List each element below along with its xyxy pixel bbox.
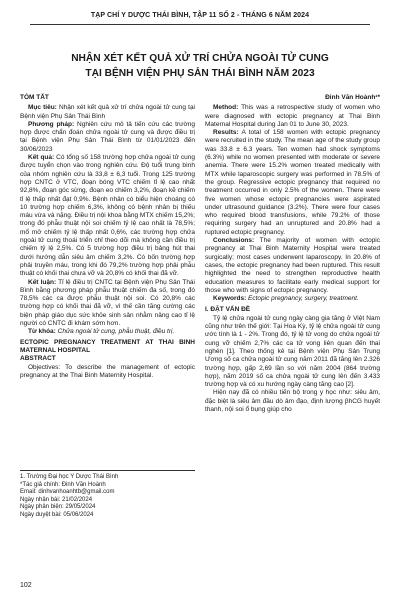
method-label: Phương pháp:	[28, 120, 75, 128]
keywords-text: Chửa ngoài tử cung, phẫu thuật, điều trị.	[55, 328, 175, 336]
conclusions-en-text: The majority of women with ectopic pregnancy at Thai Binh Maternity Hospital were treated surgically; most cases underwent laparoscopy. In 20.8% of cases, the ectopic pregnancy had been ruptured. This result highlighted the need to strengthen reproductive health education measures to facilitate early medical support for those who with signs of ectopic pregnancy.	[205, 237, 380, 294]
results-en-paragraph	[205, 129, 380, 237]
english-title: ECTOPIC PREGNANCY TREATMENT AT THAI BINH MATERNAL HOSPITAL	[20, 338, 195, 354]
results-en-label: Results:	[213, 129, 239, 137]
keywords-en-paragraph	[205, 295, 380, 303]
results-label: Kết quả:	[28, 154, 55, 162]
section-heading: I. ĐẶT VẤN ĐỀ	[205, 306, 251, 314]
conclusion-paragraph	[20, 279, 195, 329]
method-en-text: This was a retrospective study of women who were diagnosed with ectopic pregnancy at Thai Binh Maternal Hospital during Jan 01 to June 30, 2023.	[205, 104, 380, 128]
conclusions-en-paragraph	[205, 237, 380, 295]
keywords-label: Từ khóa:	[28, 328, 56, 336]
conclusion-label: Kết luận:	[28, 278, 57, 286]
footnote-accepted: Ngày duyệt bài: 05/06/2024	[20, 511, 94, 518]
running-head: TẠP CHÍ Y DƯỢC THÁI BÌNH, TẬP 11 SỐ 2 - THÁNG 6 NĂM 2024	[90, 12, 310, 19]
keywords-paragraph	[20, 328, 195, 336]
left-column	[20, 94, 195, 380]
objective-text: Nhận xét kết quả xử trí chửa ngoài tử cung tại Bệnh viện Phụ Sản Thái Bình	[20, 104, 196, 120]
method-en-label: Method:	[213, 104, 239, 112]
objective-paragraph	[20, 104, 195, 121]
article-title-line-1: NHẬN XÉT KẾT QUẢ XỬ TRÍ CHỬA NGOÀI TỬ CUNG	[71, 53, 329, 64]
results-en-text: A total of 158 women with ectopic pregnancy were recruited in the study. The mean age of the study group was 33.8 ± 6.3 years. Ten women had shock symptoms (6.3%) while no women presented with moderate or severe anemia. There were 15.2% women treated medically with MTX while laparoscopic surgery was performed in 78.5% of the group. Regressive ectopic pregnancy that required no treatment occurred in only 2.5% of the women. There were five women whose ectopic pregnancies were aspirated under ultrasound guidance (3.2%). There were four cases who required blood transfusions, while 79.2% of those requiring surgery had an unruptured and 20.8% had a ruptured ectopic pregnancy.	[205, 129, 381, 236]
page-number: 102	[20, 582, 32, 589]
keywords-en-label: Keywords:	[213, 295, 247, 303]
conclusion-text: Tỉ lệ điều trị CNTC tại Bệnh viện Phụ Sản Thái Bình bằng phương pháp phẫu thuật chiếm đa số, trong đó 78,5% các ca được phẫu thuật nội soi. Có 20,8% các trường hợp có khối thai đã vỡ, vì thế cần tăng cường các biện pháp giáo dục sức khỏe sinh sản nhằm nâng cao tỉ lệ người có CNTC đi khám sớm hơn.	[20, 278, 195, 328]
method-paragraph	[20, 121, 195, 154]
article-title-line-2: TẠI BỆNH VIỆN PHỤ SẢN THÁI BÌNH NĂM 2023	[85, 68, 315, 79]
results-paragraph	[20, 154, 195, 278]
keywords-en-text: Ectopic pregnancy, surgery, treatment.	[246, 295, 359, 303]
footnote-affiliation: 1. Trường Đại học Y Dược Thái Bình	[20, 474, 119, 480]
intro-paragraph-1: Tỷ lệ chửa ngoài tử cung ngày càng gia tăng ở Việt Nam cũng như trên thế giới: Tại Hoa Kỳ, tỷ lệ chửa ngoài tử cung ước tính là 1 - 2%. Trong đó, tỷ lệ tử vong do chửa ngoài tử cung vỡ chiếm 2,7% các ca tử vong liên quan đến thai nghén [1]. Theo thống kê tại Bệnh viện Phụ Sản Trung Ương số ca chửa ngoài tử cung năm 2011 đã tăng lên 2.326 trường hợp, gấp 2,69 lần so với năm 2004 (864 trường hợp), năm 2019 số ca chửa ngoài tử cung lên đến 3.433 trường hợp và có xu hướng ngày càng tăng cao [2].	[205, 314, 380, 389]
intro-paragraph-2: Hiện nay đã có nhiều tiến bộ trong y học như: siêu âm, đặc biệt là siêu âm đầu dò âm đạo, định lượng βhCG huyết thanh, nội soi ổ bụng giúp cho	[205, 389, 380, 413]
objectives-en: Objectives: To describe the management of ectopic pregnancy at the Thai Binh Maternity Hospital.	[20, 363, 195, 379]
footnote-received: Ngày nhận bài: 21/02/2024	[20, 496, 93, 503]
footnote-email: Email: dinhvanhoanhtb@gmail.com	[20, 489, 115, 496]
abstract-heading: ABSTRACT	[20, 355, 56, 363]
method-en-paragraph	[205, 104, 380, 129]
footnote-author: *Tác giả chính: Đinh Văn Hoành	[20, 481, 106, 488]
method-text: Nghiên cứu mô tả tiến cứu các trường hợp được chẩn đoán chửa ngoài tử cung và được điều trị tại Bệnh viện Phụ Sản Thái Bình từ 01/01/2023 đến 30/06/2023	[20, 120, 195, 153]
footnotes	[20, 470, 195, 520]
right-column	[205, 94, 380, 414]
summary-heading: TÓM TẮT	[20, 94, 49, 101]
footnote-reviewed: Ngày phản biện: 29/05/2024	[20, 504, 96, 511]
author-name: Đinh Văn Hoành¹*	[325, 94, 380, 101]
results-text: Có tổng số 158 trường hợp chửa ngoài tử cung được tuyển chọn vào trong nghiên cứu. Độ tuổi trung bình của nhóm nghiên cứu là 33,8 ± 6,3 tuổi. Trong 125 trường hợp CNTC ở VTC, đoạn bóng VTC chiếm tỉ lệ cao nhất 92,8%, đoạn góc sừng, đoạn eo chiếm 3,2%, đoạn kẽ chiếm tỉ lệ thấp nhất đạt 0,9%. Bệnh nhân có biểu hiện choáng có 10 trường hợp chiếm 6,3%, không có bệnh nhân bị thiếu máu vừa và nặng. Điều trị nội khoa bằng MTX chiếm 15,2%; trong đó phẫu thuật nội soi chiếm tỷ lệ cao nhất là 78,5%; mổ mở chiếm tỷ lệ thấp nhất 0,6%, các trường hợp chửa ngoài tử cung thoái triển chỉ theo dõi mà không cần điều trị chiếm tỷ lệ 2,5%. Có 5 trường hợp điều trị bảng hút thai dưới hướng dẫn siêu âm chiếm 3,2%. Có bốn trường hợp phải truyền máu, trong khi đó 79,2% trường hợp phải phẫu thuật có khối thai chưa vỡ và 20,8% có khối thai đã vỡ.	[20, 154, 196, 278]
conclusions-en-label: Conclusions:	[213, 237, 255, 245]
objective-label: Mục tiêu:	[28, 104, 57, 112]
header-rule	[30, 24, 370, 25]
